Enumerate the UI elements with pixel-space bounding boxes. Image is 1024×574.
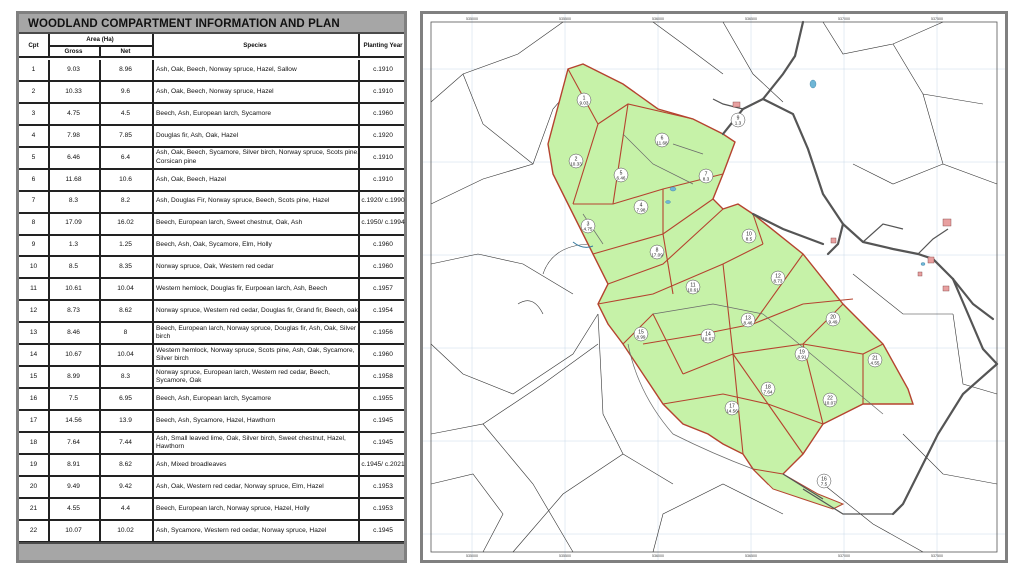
- table-row: [19, 499, 404, 521]
- compartment-area: 10.61: [687, 287, 699, 293]
- cell-net: 6.95: [119, 394, 132, 402]
- cell-planting-year: c.1960: [373, 263, 393, 271]
- compartment-label: [634, 200, 648, 214]
- compartment-label: [771, 271, 785, 285]
- cell-gross: 9.49: [67, 482, 80, 490]
- cell-cpt: 10: [29, 263, 38, 271]
- cell-net: 8.3: [120, 372, 131, 380]
- compartment-area: 8.46: [743, 320, 753, 326]
- table-row: [19, 126, 404, 148]
- table-row: [19, 214, 404, 236]
- compartment-label: [701, 329, 715, 343]
- header-net: Net: [120, 48, 131, 55]
- compartment-number: 3: [586, 221, 590, 228]
- cell-cpt: 19: [29, 460, 38, 468]
- cell-species: Beech, European larch, Norway spruce, Hazel, Holly: [156, 504, 310, 512]
- compartment-label: [650, 245, 664, 259]
- compartment-area: 9.03: [579, 100, 589, 106]
- compartment-number: 8: [655, 247, 659, 254]
- cell-species: Beech, Ash, European larch, Sycamore: [156, 394, 272, 402]
- table-row: [19, 192, 404, 214]
- table-row: [19, 477, 404, 499]
- compartment-label: [569, 154, 583, 168]
- cell-cpt: 14: [29, 351, 38, 359]
- cell-species: Beech, Ash, Sycamore, Hazel, Hawthorn: [156, 416, 276, 424]
- table-row: [19, 411, 404, 433]
- cell-species: Ash, Oak, Beech, Norway spruce, Hazel: [156, 87, 274, 95]
- cell-planting-year: c.1910: [373, 87, 393, 95]
- cell-species: Western hemlock, Norway spruce, Scots pine, Ash, Oak, Sycamore, Silver birch: [156, 346, 355, 363]
- cell-cpt: 9: [31, 241, 36, 249]
- compartment-label: [742, 229, 756, 243]
- cell-net: 8.62: [119, 307, 132, 315]
- cell-species: Norway spruce, Western red cedar, Douglas fir, Grand fir, Beech, oak: [156, 307, 358, 315]
- cell-cpt: 4: [31, 131, 36, 139]
- cell-net: 8.62: [119, 460, 132, 468]
- compartment-number: 6: [660, 135, 664, 142]
- cell-gross: 10.61: [65, 285, 82, 293]
- compartment-label: [795, 347, 809, 361]
- header-species: Species: [243, 42, 267, 49]
- cell-gross: 17.09: [65, 219, 82, 227]
- bottom-grid-label: 537500: [931, 554, 943, 558]
- cell-planting-year: c.1953: [373, 504, 393, 512]
- compartment-number: 14: [705, 331, 711, 338]
- cell-species: Ash, Sycamore, Western red cedar, Norway spruce, Hazel: [156, 526, 327, 534]
- compartment-area: 6.46: [616, 175, 626, 181]
- header-area: Area (Ha): [86, 36, 114, 43]
- compartment-area: 8.73: [773, 278, 783, 284]
- cell-gross: 7.64: [67, 438, 80, 446]
- compartment-label: [817, 474, 831, 488]
- table-row: [19, 82, 404, 104]
- bottom-grid-label: 535500: [559, 554, 571, 558]
- cell-gross: 11.68: [65, 175, 82, 183]
- compartment-area: 10.67: [702, 336, 714, 342]
- table-row: [19, 60, 404, 82]
- cell-gross: 1.3: [68, 241, 79, 249]
- table-row: [19, 433, 404, 455]
- cell-gross: 8.46: [67, 329, 80, 337]
- cell-gross: 4.55: [67, 504, 80, 512]
- cell-cpt: 15: [29, 372, 38, 380]
- cell-net: 1.25: [119, 241, 132, 249]
- bottom-grid-label: 536000: [652, 554, 664, 558]
- cell-planting-year: c.1954: [373, 307, 393, 315]
- compartment-area: 4.55: [870, 360, 880, 366]
- cell-planting-year: c.1953: [373, 482, 393, 490]
- cell-planting-year: c.1910: [373, 175, 393, 183]
- cell-net: 10.04: [117, 351, 134, 359]
- table-row: [19, 345, 404, 367]
- cell-gross: 8.91: [67, 460, 80, 468]
- cell-cpt: 12: [29, 307, 38, 315]
- compartment-label: [577, 93, 591, 107]
- compartment-area: 9.49: [828, 319, 838, 325]
- cell-cpt: 13: [29, 329, 38, 337]
- compartment-number: 9: [736, 115, 740, 122]
- cell-gross: 8.5: [68, 263, 79, 271]
- cell-cpt: 21: [29, 504, 38, 512]
- cell-cpt: 2: [31, 87, 36, 95]
- cell-net: 8: [123, 329, 128, 337]
- bottom-grid-label: 535000: [466, 554, 478, 558]
- compartment-number: 15: [638, 329, 644, 336]
- table-row: [19, 104, 404, 126]
- cell-species: Ash, Oak, Beech, Hazel: [156, 175, 227, 183]
- cell-species: Ash, Small leaved lime, Oak, Silver birch, Sweet chestnut, Hazel, Hawthorn: [156, 434, 346, 450]
- compartment-number: 21: [872, 355, 878, 362]
- bottom-grid-labels: [466, 554, 943, 558]
- compartment-area: 10.07: [824, 400, 836, 406]
- compartment-area: 14.56: [726, 408, 738, 414]
- cell-species: Douglas fir, Ash, Oak, Hazel: [156, 131, 239, 139]
- cell-cpt: 1: [31, 65, 36, 73]
- cell-species: Norway spruce, Oak, Western red cedar: [156, 263, 274, 271]
- cell-cpt: 6: [31, 175, 36, 183]
- table-row: [19, 257, 404, 279]
- cell-net: 10.04: [117, 285, 134, 293]
- top-grid-label: 537000: [838, 17, 850, 21]
- compartment-number: 13: [745, 315, 751, 322]
- compartment-area: 17.09: [651, 252, 663, 258]
- cell-planting-year: c.1910: [373, 65, 393, 73]
- compartment-number: 18: [765, 384, 771, 391]
- cell-gross: 8.3: [68, 197, 79, 205]
- compartment-number: 19: [799, 349, 805, 356]
- compartment-number: 17: [729, 403, 735, 410]
- top-grid-label: 536000: [652, 17, 664, 21]
- cell-planting-year: c.1920: [373, 131, 393, 139]
- compartment-label: [731, 113, 745, 127]
- top-grid-labels: [466, 17, 943, 21]
- compartment-area: 7.64: [763, 389, 773, 395]
- cell-net: 8.96: [119, 65, 132, 73]
- compartment-area: 8.3: [702, 176, 710, 182]
- bottom-grid-label: 536500: [745, 554, 757, 558]
- cell-gross: 4.75: [67, 109, 80, 117]
- table-footer: [19, 542, 404, 560]
- compartment-number: 4: [639, 202, 643, 209]
- cell-planting-year: c.1958: [373, 372, 393, 380]
- compartment-number: 12: [775, 273, 781, 280]
- compartment-number: 20: [830, 314, 836, 321]
- cell-net: 4.4: [120, 504, 131, 512]
- top-grid-label: 535000: [466, 17, 478, 21]
- cell-net: 6.4: [120, 153, 131, 161]
- cell-planting-year: c.1945: [373, 416, 393, 424]
- woodland-area: [548, 64, 913, 509]
- compartment-area: 4.75: [583, 226, 593, 232]
- compartment-area: 1.3: [734, 120, 742, 126]
- woodland-polygon: [548, 64, 913, 484]
- cell-cpt: 17: [29, 416, 38, 424]
- cell-planting-year: c.1957: [373, 285, 393, 293]
- cell-net: 8.2: [120, 197, 131, 205]
- cell-net: 8.35: [119, 263, 132, 271]
- cell-net: 16.02: [117, 219, 134, 227]
- cell-net: 10.02: [117, 526, 134, 534]
- table-row: [19, 521, 404, 543]
- table-row: [19, 367, 404, 389]
- compartment-plan-map: [420, 11, 1008, 563]
- cell-net: 7.85: [119, 131, 132, 139]
- compartment-label: [826, 312, 840, 326]
- compartment-number: 1: [582, 95, 586, 102]
- compartment-label: [699, 169, 713, 183]
- compartment-area: 8.99: [636, 334, 646, 340]
- compartment-number: 22: [827, 395, 833, 402]
- cell-species: Ash, Douglas Fir, Norway spruce, Beech, Scots pine, Hazel: [156, 197, 330, 205]
- compartment-area: 10.33: [570, 161, 582, 167]
- cell-cpt: 11: [30, 285, 37, 293]
- cell-gross: 14.56: [65, 416, 82, 424]
- cell-net: 7.44: [119, 438, 132, 446]
- table-row: [19, 148, 404, 170]
- cell-cpt: 7: [31, 197, 36, 205]
- cell-planting-year: c.1920/ c.1990: [361, 197, 405, 205]
- table-header: [19, 34, 404, 58]
- cell-cpt: 5: [31, 153, 36, 161]
- table-row: [19, 236, 404, 258]
- cell-cpt: 20: [29, 482, 38, 490]
- cell-net: 9.42: [119, 482, 132, 490]
- header-gross: Gross: [64, 48, 83, 55]
- table-title: WOODLAND COMPARTMENT INFORMATION AND PLAN: [19, 14, 404, 34]
- cell-species: Beech, Ash, European larch, Sycamore: [156, 109, 272, 117]
- cell-planting-year: c.1955: [373, 394, 393, 402]
- compartment-table: [16, 11, 407, 563]
- table-row: [19, 455, 404, 477]
- top-grid-label: 537500: [931, 17, 943, 21]
- compartment-area: 8.5: [745, 236, 753, 242]
- compartment-area: 11.68: [656, 140, 668, 146]
- compartment-number: 2: [574, 156, 578, 163]
- table-body: [19, 60, 404, 543]
- cell-species: Beech, Ash, Oak, Sycamore, Elm, Holly: [156, 241, 272, 249]
- cell-gross: 6.46: [67, 153, 80, 161]
- compartment-label: [725, 401, 739, 415]
- cell-species: Ash, Oak, Western red cedar, Norway spruce, Elm, Hazel: [156, 482, 324, 490]
- compartment-label: [761, 382, 775, 396]
- compartment-label: [655, 133, 669, 147]
- compartment-label: [581, 219, 595, 233]
- cell-species: Norway spruce, European larch, Western red cedar, Beech, Sycamore, Oak: [156, 368, 330, 385]
- top-grid-label: 536500: [745, 17, 757, 21]
- cell-net: 9.6: [120, 87, 131, 95]
- cell-species: Beech, European larch, Sweet chestnut, Oak, Ash: [156, 219, 303, 227]
- compartment-number: 5: [619, 170, 623, 177]
- compartment-number: 10: [746, 231, 752, 238]
- cell-cpt: 22: [29, 526, 38, 534]
- compartment-label: [741, 313, 755, 327]
- cell-gross: 8.99: [67, 372, 80, 380]
- compartment-number: 11: [690, 282, 696, 289]
- compartment-label: [634, 327, 648, 341]
- cell-species: Beech, European larch, Norway spruce, Douglas fir, Ash, Oak, Silver birch: [156, 324, 357, 341]
- cell-gross: 10.07: [65, 526, 82, 534]
- cell-planting-year: c.1960: [373, 241, 393, 249]
- cell-cpt: 16: [29, 394, 38, 402]
- cell-planting-year: c.1956: [373, 329, 393, 337]
- cell-gross: 10.67: [65, 351, 82, 359]
- table-row: [19, 389, 404, 411]
- cell-cpt: 8: [31, 219, 36, 227]
- cell-gross: 7.98: [67, 131, 80, 139]
- top-grid-label: 535500: [559, 17, 571, 21]
- table-row: [19, 301, 404, 323]
- compartment-number: 16: [821, 476, 827, 483]
- table-row: [19, 170, 404, 192]
- cell-gross: 8.73: [67, 307, 80, 315]
- cell-net: 13.9: [119, 416, 132, 424]
- compartment-label: [823, 393, 837, 407]
- cell-cpt: 18: [29, 438, 38, 446]
- compartment-label: [614, 168, 628, 182]
- compartment-number: 7: [704, 171, 708, 178]
- bottom-grid-label: 537000: [838, 554, 850, 558]
- cell-planting-year: c.1945/ c.2021: [361, 460, 405, 468]
- cell-planting-year: c.1945: [373, 526, 393, 534]
- cell-species: Ash, Mixed broadleaves: [156, 460, 227, 468]
- table-row: [19, 279, 404, 301]
- table-row: [19, 323, 404, 345]
- cell-planting-year: c.1910: [373, 153, 393, 161]
- cell-planting-year: c.1950/ c.1994: [361, 219, 405, 227]
- cell-planting-year: c.1960: [373, 351, 393, 359]
- cell-net: 4.5: [120, 109, 131, 117]
- cell-species: Western hemlock, Douglas fir, Eurpoean larch, Ash, Beech: [156, 285, 328, 293]
- compartment-area: 7.98: [636, 207, 646, 213]
- cell-species: Ash, Oak, Beech, Sycamore, Silver birch, Norway spruce, Scots pine, Corsican pine: [156, 149, 360, 165]
- cell-net: 10.6: [119, 175, 132, 183]
- compartment-label: [868, 353, 882, 367]
- cell-gross: 7.5: [68, 394, 79, 402]
- cell-gross: 9.03: [67, 65, 80, 73]
- cell-planting-year: c.1960: [373, 109, 393, 117]
- header-planting-year: Planting Year: [363, 42, 403, 49]
- cell-planting-year: c.1945: [373, 438, 393, 446]
- cell-species: Ash, Oak, Beech, Norway spruce, Hazel, Sallow: [156, 65, 297, 73]
- compartment-area: 7.5: [820, 481, 828, 487]
- cell-gross: 10.33: [65, 87, 82, 95]
- compartment-area: 8.91: [797, 354, 807, 360]
- header-cpt: Cpt: [28, 42, 39, 49]
- cell-cpt: 3: [31, 109, 36, 117]
- map-canvas: [423, 14, 1005, 560]
- compartment-label: [686, 280, 700, 294]
